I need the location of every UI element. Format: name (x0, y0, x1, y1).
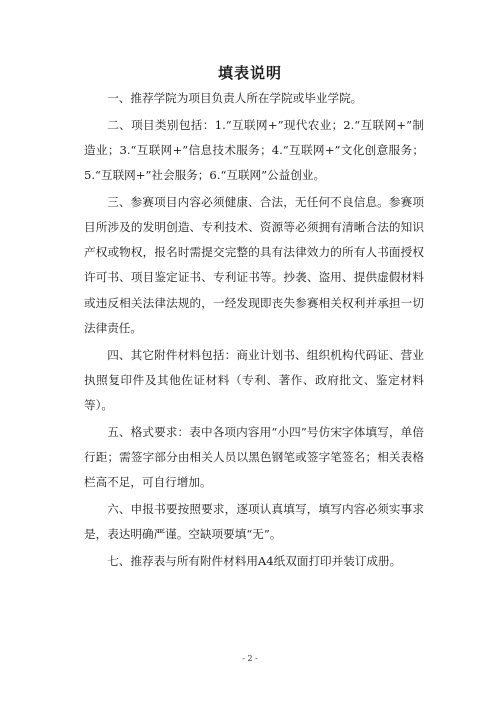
page-title: 填表说明 (217, 64, 282, 82)
instructions-body (84, 86, 424, 575)
instruction-paragraph-2: 二、项目类别包括：1.“互联网+”现代农业；2.“互联网+”制造业；3.“互联网+”信息技术服务；4.“互联网+”文化创意服务；5.“互联网+”社会服务；6.“互联网”公益创业。 (84, 117, 424, 183)
instruction-paragraph-1: 一、推荐学院为项目负责人所在学院或毕业学院。 (107, 91, 363, 105)
instruction-paragraph-6: 六、申报书要按照要求，逐项认真填写，填写内容必须实事求是，表达明确严谨。空缺项要填“无”。 (84, 501, 424, 541)
instruction-paragraph-5: 五、格式要求：表中各项内容用“小四”号仿宋字体填写，单倍行距；需签字部分由相关人员以黑色钢笔或签字笔签名；相关表格栏高不足，可自行增加。 (84, 424, 424, 490)
instruction-paragraph-7: 七、推荐表与所有附件材料用A4纸双面打印并装订成册。 (107, 553, 402, 568)
page-number: - 2 - (242, 654, 258, 663)
instruction-paragraph-3: 三、参赛项目内容必须健康、合法，无任何不良信息。参赛项目所涉及的发明创造、专利技术、资源等必须拥有清晰合法的知识产权或物权，报名时需提交完整的具有法律效力的所有人书面授权许可书、项目鉴定证书、专利证书等。抄袭、盗用、提供虚假材料或违反相关法律法规的，一经发现即丧失参赛相关权利并承担一切法律责任。 (84, 194, 424, 335)
instruction-paragraph-4: 四、其它附件材料包括：商业计划书、组织机构代码证、营业执照复印件及其他佐证材料（专利、著作、政府批文、鉴定材料等）。 (84, 347, 424, 412)
